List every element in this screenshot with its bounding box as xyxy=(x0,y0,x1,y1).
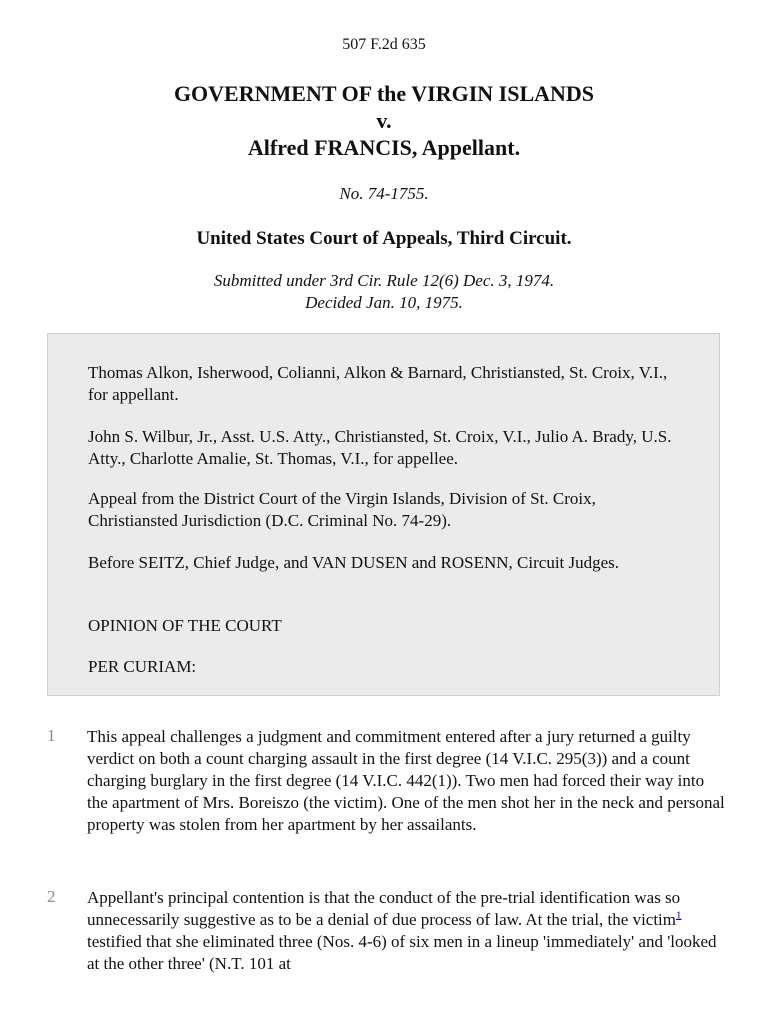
paragraph-text: This appeal challenges a judgment and commitment entered after a jury returned a guilty verdict on both a count charging assault in the first degree (14 V.I.C. 295(3)) and a count charging burglary in the first degree (14 V.I.C. 442(1)). Two men had forced their way into the apartment of Mrs. Boreiszo (the victim). One of the men shot her in the neck and personal property was stolen from her apartment by her assailants. xyxy=(87,727,725,834)
case-summary-box xyxy=(47,333,720,696)
panel-judges: Before SEITZ, Chief Judge, and VAN DUSEN and ROSENN, Circuit Judges. xyxy=(88,553,620,572)
paragraph-text xyxy=(87,887,727,975)
docket-number: No. 74-1755. xyxy=(339,184,429,203)
case-title-party-1: GOVERNMENT OF the VIRGIN ISLANDS xyxy=(173,81,595,106)
paragraph-text-part: testified that she eliminated three (Nos. 4-6) of six men in a lineup 'immediately' and 'looked at the other three' (N.T. 101 at xyxy=(87,932,717,973)
per-curiam-label: PER CURIAM: xyxy=(88,657,197,676)
paragraph-number: 2 xyxy=(47,887,56,906)
appellant-counsel: Thomas Alkon, Isherwood, Colianni, Alkon & Barnard, Christiansted, St. Croix, V.I., for appellant. xyxy=(88,363,668,404)
court-name: United States Court of Appeals, Third Circuit. xyxy=(196,228,572,249)
submitted-date: Submitted under 3rd Cir. Rule 12(6) Dec. 3, 1974. xyxy=(213,271,555,290)
decided-date: Decided Jan. 10, 1975. xyxy=(305,293,463,312)
paragraph-number: 1 xyxy=(47,726,56,745)
case-citation: 507 F.2d 635 xyxy=(342,36,426,53)
case-dates xyxy=(0,270,768,314)
case-title-party-2: Alfred FRANCIS, Appellant. xyxy=(247,135,521,160)
opinion-heading: OPINION OF THE COURT xyxy=(88,616,282,635)
appeal-from: Appeal from the District Court of the Virgin Islands, Division of St. Croix, Christiansted Jurisdiction (D.C. Criminal No. 74-29). xyxy=(88,489,596,530)
case-title xyxy=(0,80,768,161)
paragraph-text-part: Appellant's principal contention is that the conduct of the pre-trial identification was so unnecessarily suggestive as to be a denial of due process of law. At the trial, the victim xyxy=(87,888,681,929)
footnote-link[interactable]: 1 xyxy=(676,909,682,922)
case-title-versus: v. xyxy=(376,108,392,133)
appellee-counsel: John S. Wilbur, Jr., Asst. U.S. Atty., Christiansted, St. Croix, V.I., Julio A. Brady, U.S. Atty., Charlotte Amalie, St. Thomas, V.I., for appellee. xyxy=(88,427,672,468)
